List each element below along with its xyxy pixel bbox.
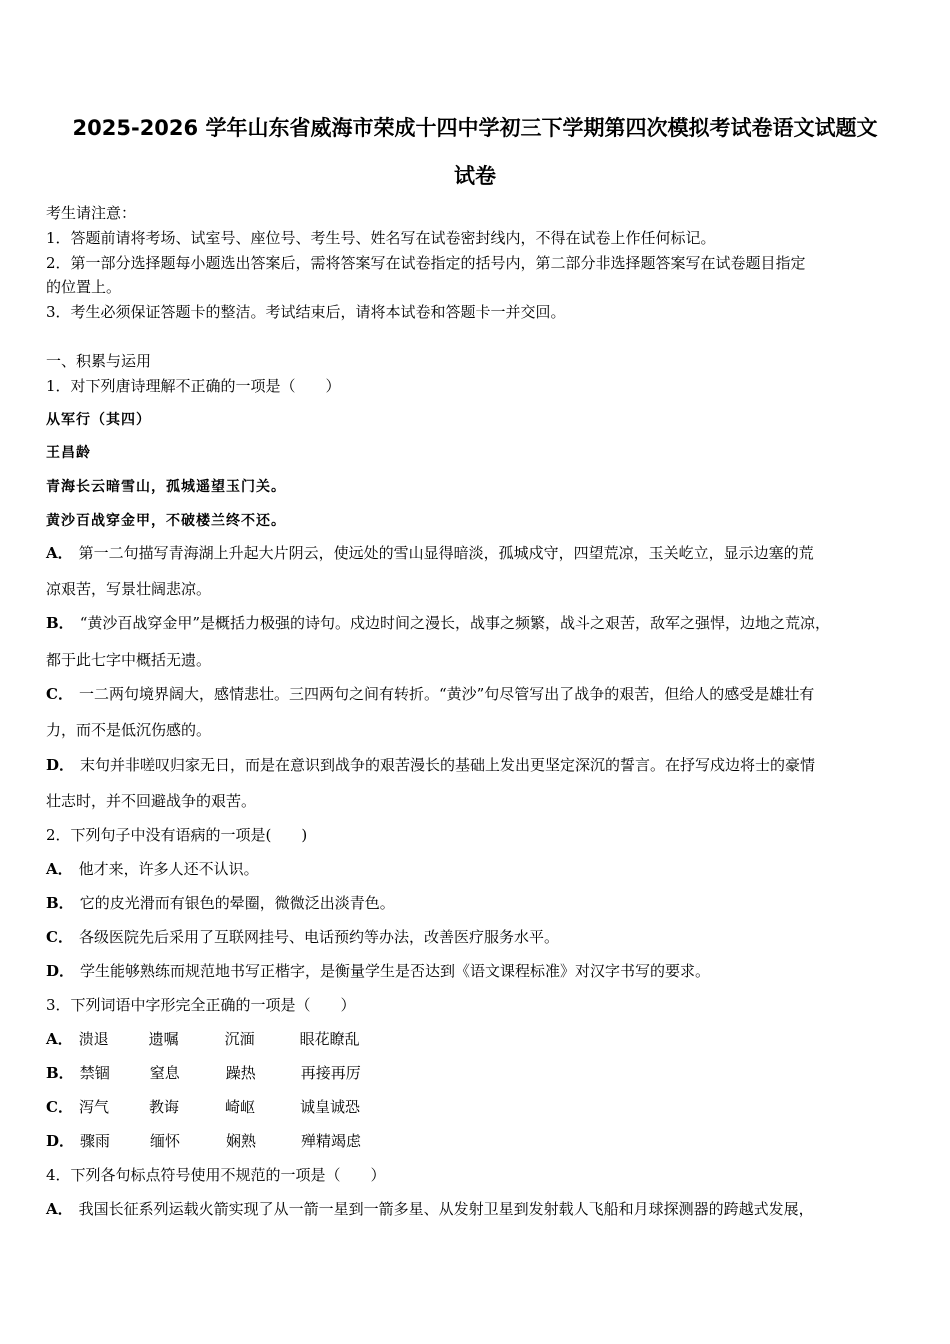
option-text: “黄沙百战穿金甲”是概括力极强的诗句。戍边时间之漫长，战事之频繁，战斗之艰苦，敌军之强悍，边地之荒凉， bbox=[79, 614, 831, 632]
q1-option-a-cont: 凉艰苦，写景壮阔悲凉。 bbox=[46, 580, 212, 598]
option-label: C． bbox=[46, 685, 73, 703]
poem-title: 从军行（其四） bbox=[46, 412, 151, 428]
option-label: A． bbox=[46, 1200, 73, 1218]
q1-option-d-cont: 壮志时，并不回避战争的艰苦。 bbox=[46, 792, 257, 810]
word: 崎岖 bbox=[224, 1098, 255, 1116]
q1-option-d bbox=[46, 755, 815, 775]
word: 骤雨 bbox=[80, 1132, 111, 1150]
option-label: D． bbox=[46, 962, 75, 980]
word: 再接再厉 bbox=[300, 1064, 361, 1082]
q1-option-b bbox=[46, 613, 830, 633]
notice-item: 的位置上。 bbox=[46, 278, 122, 296]
q1-option-b-cont: 都于此七字中概括无遗。 bbox=[46, 651, 212, 669]
q3-option-a bbox=[46, 1029, 360, 1049]
page-title-line2: 试卷 bbox=[454, 164, 496, 188]
word: 沉湎 bbox=[224, 1030, 255, 1048]
option-label: B． bbox=[46, 1064, 74, 1082]
word: 缅怀 bbox=[150, 1132, 181, 1150]
question-3-stem: 3．下列词语中字形完全正确的一项是（ ） bbox=[46, 996, 356, 1014]
poem-author: 王昌龄 bbox=[46, 445, 91, 461]
option-label: B． bbox=[46, 894, 74, 912]
option-label: B． bbox=[46, 614, 74, 632]
word: 眼花瞭乱 bbox=[299, 1030, 360, 1048]
option-text: 我国长征系列运载火箭实现了从一箭一星到一箭多星、从发射卫星到发射载人飞船和月球探测器的跨越式发展， bbox=[78, 1200, 814, 1218]
word: 溃退 bbox=[78, 1030, 109, 1048]
notice-item: 2．第一部分选择题每小题选出答案后，需将答案写在试卷指定的括号内，第二部分非选择题答案写在试卷题目指定 bbox=[46, 254, 806, 272]
q2-option-b bbox=[46, 893, 395, 913]
option-text: 末句并非嗟叹归家无日，而是在意识到战争的艰苦漫长的基础上发出更坚定深沉的誓言。在抒写戍边将士的豪情 bbox=[80, 756, 816, 774]
question-1-stem: 1．对下列唐诗理解不正确的一项是（ ） bbox=[46, 377, 341, 395]
option-label: A． bbox=[46, 860, 73, 878]
option-label: D． bbox=[46, 756, 75, 774]
word: 教诲 bbox=[148, 1098, 179, 1116]
page-title-line1: 2025-2026 学年山东省威海市荣成十四中学初三下学期第四次模拟考试卷语文试题文 bbox=[72, 116, 878, 140]
q1-option-c-cont: 力，而不是低沉伤感的。 bbox=[46, 721, 212, 739]
option-label: C． bbox=[46, 1098, 73, 1116]
option-text: 一二两句境界阔大，感情悲壮。三四两句之间有转折。“黄沙”句尽管写出了战争的艰苦，但给人的感受是雄壮有 bbox=[78, 685, 815, 703]
option-text: 他才来，许多人还不认识。 bbox=[78, 860, 259, 878]
question-4-stem: 4．下列各句标点符号使用不规范的一项是（ ） bbox=[46, 1166, 386, 1184]
option-text: 学生能够熟练而规范地书写正楷字，是衡量学生是否达到《语文课程标准》对汉字书写的要求。 bbox=[80, 962, 711, 980]
word: 窒息 bbox=[149, 1064, 180, 1082]
option-text: 各级医院先后采用了互联网挂号、电话预约等办法，改善医疗服务水平。 bbox=[78, 928, 559, 946]
poem-line: 青海长云暗雪山，孤城遥望玉门关。 bbox=[46, 479, 286, 495]
section-heading: 一、积累与运用 bbox=[46, 352, 152, 370]
option-label: D． bbox=[46, 1132, 75, 1150]
word: 躁热 bbox=[225, 1064, 256, 1082]
word: 诚皇诚恐 bbox=[299, 1098, 360, 1116]
poem-line: 黄沙百战穿金甲，不破楼兰终不还。 bbox=[46, 513, 286, 529]
question-2-stem: 2．下列句子中没有语病的一项是( ) bbox=[46, 826, 308, 844]
option-text: 它的皮光滑而有银色的晕圈，微微泛出淡青色。 bbox=[79, 894, 395, 912]
option-label: A． bbox=[46, 544, 73, 562]
word: 遗嘱 bbox=[148, 1030, 179, 1048]
word: 泻气 bbox=[78, 1098, 109, 1116]
word: 娴熟 bbox=[226, 1132, 257, 1150]
q2-option-a bbox=[46, 859, 259, 879]
q3-option-c bbox=[46, 1097, 360, 1117]
q2-option-d bbox=[46, 961, 710, 981]
option-label: A． bbox=[46, 1030, 73, 1048]
notice-item: 3．考生必须保证答题卡的整洁。考试结束后，请将本试卷和答题卡一并交回。 bbox=[46, 303, 566, 321]
option-text: 第一二句描写青海湖上升起大片阴云，使远处的雪山显得暗淡，孤城戍守，四望荒凉，玉关屹立，显示边塞的荒 bbox=[78, 544, 814, 562]
notice-item: 1．答题前请将考场、试室号、座位号、考生号、姓名写在试卷密封线内，不得在试卷上作任何标记。 bbox=[46, 229, 716, 247]
word: 禁锢 bbox=[79, 1064, 110, 1082]
q1-option-c bbox=[46, 684, 814, 704]
q3-option-d bbox=[46, 1131, 361, 1151]
q3-option-b bbox=[46, 1063, 361, 1083]
notice-heading: 考生请注意： bbox=[46, 204, 137, 222]
q2-option-c bbox=[46, 927, 559, 947]
option-label: C． bbox=[46, 928, 73, 946]
q4-option-a bbox=[46, 1199, 814, 1219]
q1-option-a bbox=[46, 543, 814, 563]
word: 殚精竭虑 bbox=[301, 1132, 362, 1150]
